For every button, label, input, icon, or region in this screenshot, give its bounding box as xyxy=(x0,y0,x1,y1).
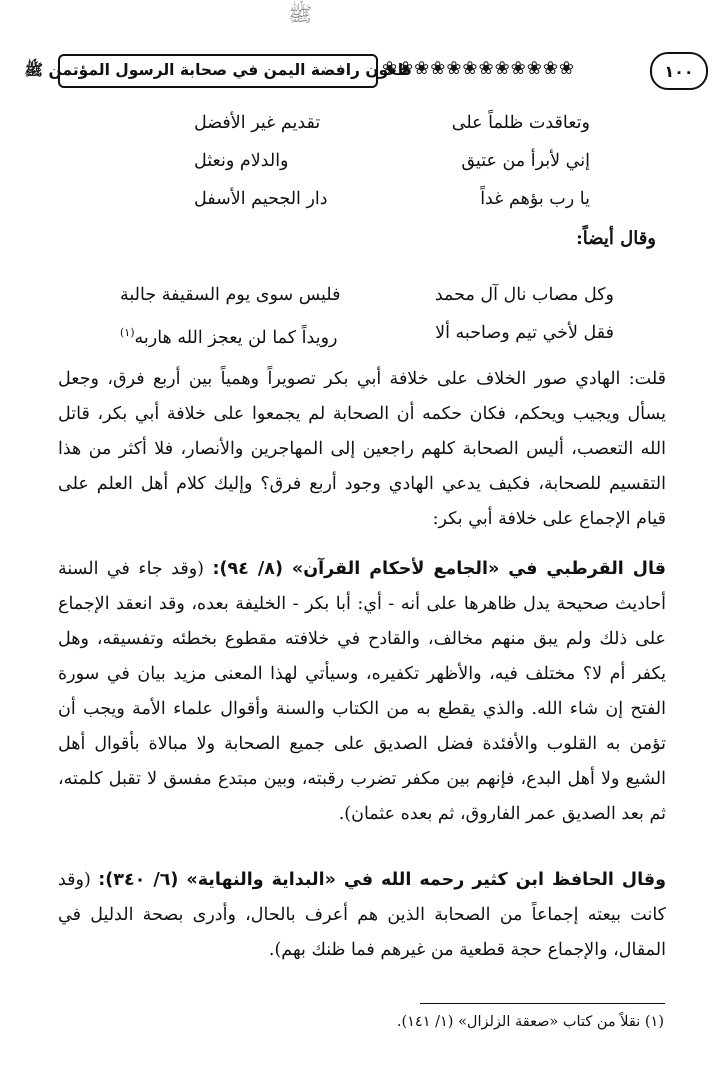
footnote-ref: (١) xyxy=(120,326,135,339)
poem-1 xyxy=(150,104,590,218)
quote-body: (وقد كانت بيعته إجماعاً من الصحابة الذين هم أعرف بالحال، وأدرى بصحة الدليل في المقال، والإجماع حجة قطعية من غيرهم فما ظنك بهم). xyxy=(58,870,666,960)
verse-first-half: وتعاقدت ظلماً على xyxy=(451,113,590,133)
paragraph-qurtubi-quote xyxy=(58,552,666,832)
also-said-heading: وقال أيضاً: xyxy=(576,228,656,249)
paragraph-ibn-kathir-quote xyxy=(58,863,666,968)
verse-first-half: فقل لأخي تيم وصاحبه ألا xyxy=(435,323,614,343)
verse-first-half: إني لأبرأ من عتيق xyxy=(461,151,590,171)
citation-lead: وقال الحافظ ابن كثير رحمه الله في «البداية والنهاية» (٦/ ٣٤٠): xyxy=(98,870,666,890)
footnote: (١) نقلاً من كتاب «صعقة الزلزال» (١/ ١٤١). xyxy=(396,1014,664,1030)
verse-second-half: رويداً كما لن يعجز الله هاربه xyxy=(134,327,338,348)
verse-first-half: وكل مصاب نال آل محمد xyxy=(434,285,614,305)
running-header xyxy=(24,50,708,94)
verse-second-half: والدلام ونعثل xyxy=(194,151,289,171)
poem-line xyxy=(150,104,590,142)
footnote-divider xyxy=(420,1003,665,1004)
citation-lead: قال القرطبي في «الجامع لأحكام القرآن» (٨/ ٩٤): xyxy=(212,559,667,579)
verse-second-half: تقديم غير الأفضل xyxy=(194,113,321,133)
margin-handwritten-mark: ﷺ xyxy=(288,2,313,26)
verse-second-half: دار الجحيم الأسفل xyxy=(194,189,328,209)
quote-body: (وقد جاء في السنة أحاديث صحيحة يدل ظاهرها على أنه - أي: أبا بكر - الخليفة بعده، وقد انعقد الإجماع على ذلك ولم يبق منهم مخالف، والقادح في خلافته مقطوع بخطئه وتفسيقه، وهل يكفر أم لا؟ مختلف فيه، والأظهر تكفيره، وسيأتي لهذا المعنى مزيد بيان في سورة الفتح إن شاء الله. والذي يقطع به من الكتاب والسنة وأقوال علماء الأمة ويجب أن تؤمن به القلوب والأفئدة فضل الصديق على جميع الصحابة ولا مبالاة بأقوال أهل الشيع ولا أهل البدع، فإنهم بين مكفر تضرب رقبته، وبين مبتدع مفسق لا تقبل كلمته، ثم بعد الصديق عمر الفاروق، ثم بعده عثمان). xyxy=(58,559,666,824)
verse-first-half: يا رب بؤهم غداً xyxy=(480,189,590,209)
poem-2 xyxy=(120,276,614,352)
page-number: ١٠٠ xyxy=(650,52,708,90)
verse-second-half: فليس سوى يوم السقيفة جالبة xyxy=(120,285,341,305)
poem-line xyxy=(120,276,614,314)
running-title: طعون رافضة اليمن في صحابة الرسول المؤتمن ﷺ xyxy=(58,54,378,88)
poem-line xyxy=(150,180,590,218)
paragraph-commentary: قلت: الهادي صور الخلاف على خلافة أبي بكر تصويراً وهمياً بين أربع فرق، وجعل يسأل ويجيب ويحكم، فكان حكمه أن الصحابة لم يجمعوا على خلافة أبي بكر، قاتل الله التعصب، أليس الصحابة كلهم راجعين إلى المهاجرين والأنصار، فلا أكثر من هذا التقسيم للصحابة، فكيف يدعي الهادي وجود أربع فرق؟ وإليك كلام أهل العلم على قيام الإجماع على خلافة أبي بكر: xyxy=(58,369,666,529)
poem-line xyxy=(120,314,614,352)
ornament-flowers-icon: ❀❀❀❀❀❀❀❀❀❀❀❀ xyxy=(382,58,575,79)
poem-line xyxy=(150,142,590,180)
